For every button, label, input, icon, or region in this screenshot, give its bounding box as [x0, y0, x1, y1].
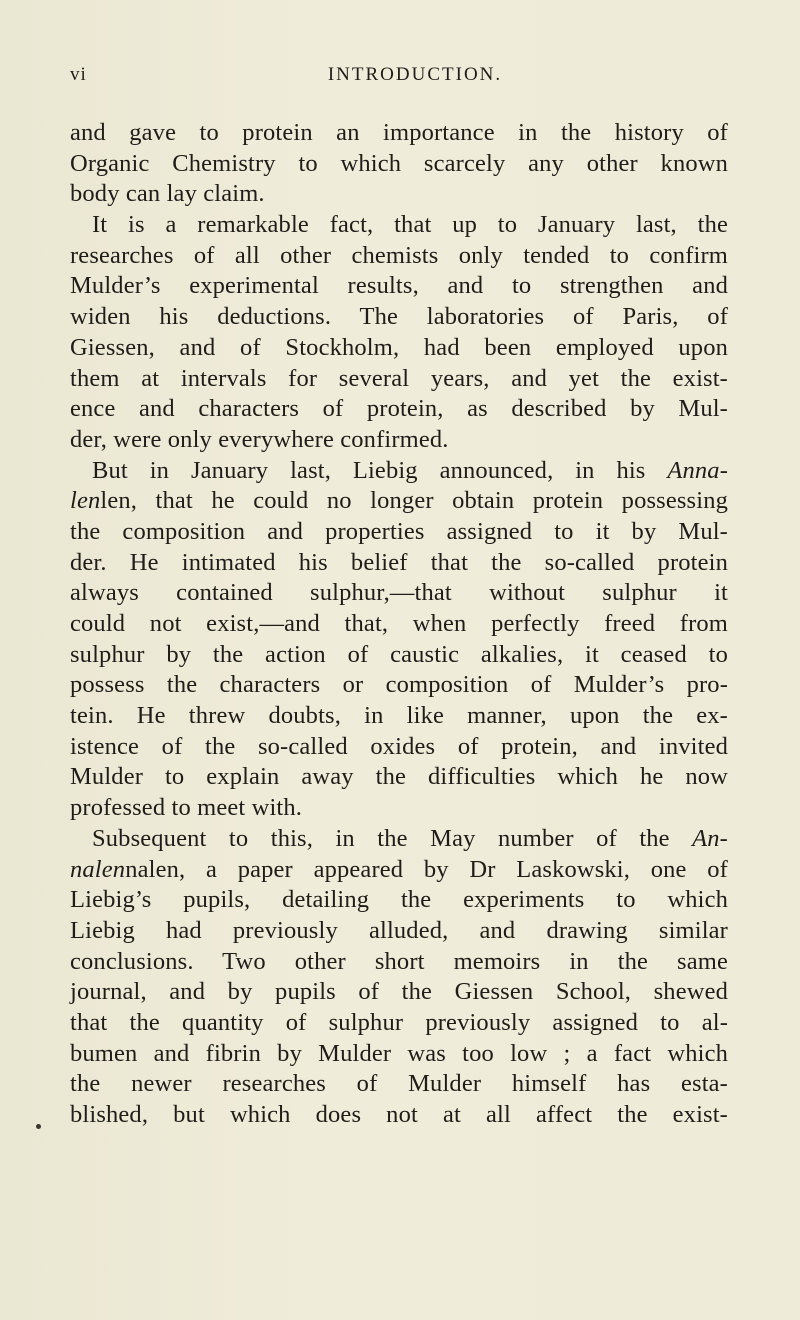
text-line: them at intervals for several years, and yet the exist- [70, 364, 728, 392]
text-line: body can lay claim. [70, 180, 265, 208]
text-fragment: nalen, a paper appeared by Dr Laskowski, one of [125, 855, 728, 883]
page-header [0, 64, 800, 94]
margin-mark [36, 1124, 41, 1129]
text-line: always contained sulphur,—that without sulphur it [70, 579, 728, 607]
text-line: tein. He threw doubts, in like manner, upon the ex- [70, 702, 728, 730]
text-line: researches of all other chemists only tended to confirm [70, 241, 728, 269]
text-fragment: len, that he could no longer obtain protein possessing [100, 487, 728, 515]
text-line: Liebig’s pupils, detailing the experiments to which [70, 886, 728, 914]
text-line [70, 855, 728, 886]
text-line: Mulder to explain away the difficulties which he now [70, 763, 728, 791]
annalen-italic: An- [692, 824, 728, 852]
text-line: Liebig had previously alluded, and drawing similar [70, 916, 728, 944]
text-line: der, were only everywhere confirmed. [70, 425, 449, 453]
text-line: that the quantity of sulphur previously assigned to al- [70, 1008, 728, 1036]
text-line: sulphur by the action of caustic alkalies, it ceased to [70, 640, 728, 668]
text-line: Organic Chemistry to which scarcely any other known [70, 149, 728, 177]
text-fragment: Subsequent to this, in the May number of the [92, 824, 693, 852]
text-fragment: But in January last, Liebig announced, in his [92, 456, 668, 484]
text-line: journal, and by pupils of the Giessen School, shewed [70, 978, 728, 1006]
text-line: the newer researches of Mulder himself has esta- [70, 1070, 728, 1098]
text-line: the composition and properties assigned to it by Mul- [70, 517, 728, 545]
body-text [70, 118, 728, 1131]
text-line: professed to meet with. [70, 794, 303, 822]
text-line: Mulder’s experimental results, and to strengthen and [70, 272, 728, 300]
text-line: possess the characters or composition of Mulder’s pro- [70, 671, 728, 699]
text-line: It is a remarkable fact, that up to January last, the [92, 211, 728, 239]
text-line: istence of the so-called oxides of protein, and invited [70, 732, 728, 760]
text-line: could not exist,—and that, when perfectly freed from [70, 610, 728, 637]
text-line [70, 456, 728, 487]
text-line: blished, but which does not at all affect the exist- [70, 1101, 728, 1128]
page-number: vi [70, 64, 87, 85]
text-line: bumen and fibrin by Mulder was too low ; a fact which [70, 1039, 728, 1067]
text-line: ence and characters of protein, as described by Mul- [70, 395, 728, 423]
text-line: Giessen, and of Stockholm, had been employed upon [70, 333, 728, 361]
running-head: INTRODUCTION. [327, 64, 503, 85]
text-line [70, 824, 728, 855]
text-line: conclusions. Two other short memoirs in the same [70, 947, 728, 975]
text-line [70, 486, 728, 517]
annalen-italic: nalen [70, 855, 126, 883]
text-line: der. He intimated his belief that the so-called protein [70, 548, 728, 576]
text-line: and gave to protein an importance in the history of [70, 119, 728, 146]
annalen-italic: Anna- [667, 456, 728, 484]
text-line: widen his deductions. The laboratories of Paris, of [70, 303, 728, 331]
annalen-italic: len [70, 487, 101, 515]
